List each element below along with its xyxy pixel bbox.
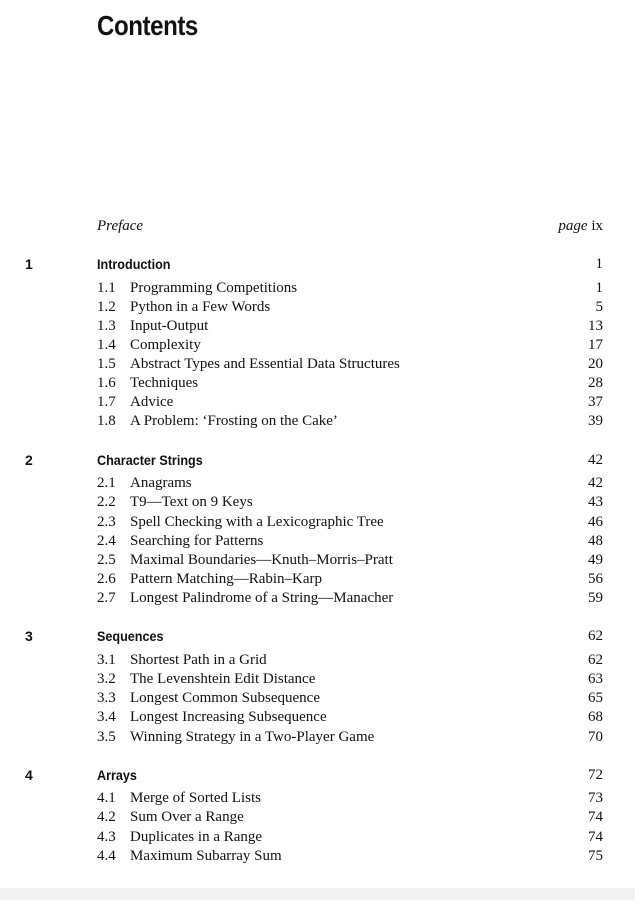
section-number: 1.8 [97,413,116,429]
section-title: Maximal Boundaries—Knuth–Morris–Pratt [130,552,393,568]
section-title: A Problem: ‘Frosting on the Cake’ [130,413,338,429]
section-number: 2.4 [97,533,116,549]
section-page: 28 [588,375,603,391]
chapter-page: 62 [588,628,603,644]
section-page: 62 [588,652,603,668]
section-number: 3.5 [97,729,116,745]
section-number: 1.6 [97,375,116,391]
section-number: 2.5 [97,552,116,568]
section-number: 1.2 [97,299,116,315]
page-bottom-edge [0,888,635,900]
section-page: 43 [588,494,603,510]
section-page: 17 [588,337,603,353]
section-page: 1 [595,280,603,296]
section-page: 63 [588,671,603,687]
section-page: 42 [588,475,603,491]
chapter-page: 42 [588,452,603,468]
section-entry[interactable] [0,411,635,431]
section-title: Merge of Sorted Lists [130,790,261,806]
section-title: Techniques [130,375,199,391]
section-title: Spell Checking with a Lexicographic Tree [130,514,384,530]
section-entry[interactable] [0,335,635,355]
section-page: 68 [588,709,603,725]
section-number: 1.3 [97,318,116,334]
section-entry[interactable] [0,807,635,827]
chapter-entry[interactable] [0,254,635,274]
section-entry[interactable] [0,846,635,866]
section-number: 4.1 [97,790,116,806]
chapter-title: Character Strings [97,452,203,468]
chapter-number: 3 [25,628,33,644]
preface-page-word: page [558,218,588,234]
section-number: 1.4 [97,337,116,353]
section-page: 49 [588,552,603,568]
section-title: Input-Output [130,318,209,334]
section-number: 3.3 [97,690,116,706]
section-title: Abstract Types and Essential Data Structures [130,356,400,372]
chapter-number: 2 [25,452,33,468]
section-page: 56 [588,571,603,587]
section-entry[interactable] [0,278,635,298]
section-entry[interactable] [0,354,635,374]
section-page: 74 [588,809,603,825]
section-number: 1.5 [97,356,116,372]
section-entry[interactable] [0,473,635,493]
section-entry[interactable] [0,588,635,608]
section-entry[interactable] [0,688,635,708]
section-entry[interactable] [0,727,635,747]
section-entry[interactable] [0,650,635,670]
section-number: 2.2 [97,494,116,510]
chapter-number: 4 [25,767,33,783]
chapter-entry[interactable] [0,765,635,785]
section-number: 3.1 [97,652,116,668]
section-entry[interactable] [0,316,635,336]
section-entry[interactable] [0,827,635,847]
preface-page-number: ix [591,218,603,234]
section-number: 4.4 [97,848,116,864]
section-number: 4.3 [97,829,116,845]
preface-page [558,216,603,236]
section-title: Duplicates in a Range [130,829,263,845]
section-entry[interactable] [0,707,635,727]
section-entry[interactable] [0,669,635,689]
chapter-title: Arrays [97,767,137,783]
section-page: 70 [588,729,603,745]
section-entry[interactable] [0,373,635,393]
section-number: 2.7 [97,590,116,606]
section-title: Sum Over a Range [130,809,244,825]
section-title: The Levenshtein Edit Distance [130,671,316,687]
section-title: Maximum Subarray Sum [130,848,282,864]
section-page: 59 [588,590,603,606]
section-title: Advice [130,394,174,410]
section-page: 13 [588,318,603,334]
section-title: Longest Common Subsequence [130,690,320,706]
section-title: Programming Competitions [130,280,298,296]
section-page: 46 [588,514,603,530]
section-entry[interactable] [0,392,635,412]
section-entry[interactable] [0,569,635,589]
preface-entry[interactable] [0,216,635,236]
section-page: 74 [588,829,603,845]
section-title: Complexity [130,337,201,353]
section-number: 2.3 [97,514,116,530]
section-title: T9—Text on 9 Keys [130,494,253,510]
section-page: 75 [588,848,603,864]
section-entry[interactable] [0,788,635,808]
section-number: 1.1 [97,280,116,296]
chapter-title: Sequences [97,628,164,644]
section-title: Anagrams [130,475,192,491]
chapter-title: Introduction [97,256,171,272]
section-page: 37 [588,394,603,410]
section-entry[interactable] [0,531,635,551]
section-page: 5 [595,299,603,315]
section-page: 73 [588,790,603,806]
chapter-page: 72 [588,767,603,783]
section-title: Winning Strategy in a Two-Player Game [130,729,375,745]
section-page: 39 [588,413,603,429]
section-number: 1.7 [97,394,116,410]
chapter-entry[interactable] [0,450,635,470]
section-title: Longest Increasing Subsequence [130,709,327,725]
page-title: Contents [97,10,198,41]
section-number: 3.4 [97,709,116,725]
section-entry[interactable] [0,297,635,317]
section-title: Longest Palindrome of a String—Manacher [130,590,394,606]
section-entry[interactable] [0,512,635,532]
chapter-number: 1 [25,256,33,272]
section-title: Searching for Patterns [130,533,264,549]
chapter-page: 1 [595,256,603,272]
section-page: 20 [588,356,603,372]
chapter-entry[interactable] [0,626,635,646]
section-number: 4.2 [97,809,116,825]
section-title: Python in a Few Words [130,299,271,315]
section-page: 48 [588,533,603,549]
section-number: 3.2 [97,671,116,687]
section-number: 2.6 [97,571,116,587]
section-entry[interactable] [0,492,635,512]
section-page: 65 [588,690,603,706]
section-entry[interactable] [0,550,635,570]
preface-label: Preface [97,218,144,234]
section-title: Shortest Path in a Grid [130,652,267,668]
section-title: Pattern Matching—Rabin–Karp [130,571,323,587]
section-number: 2.1 [97,475,116,491]
